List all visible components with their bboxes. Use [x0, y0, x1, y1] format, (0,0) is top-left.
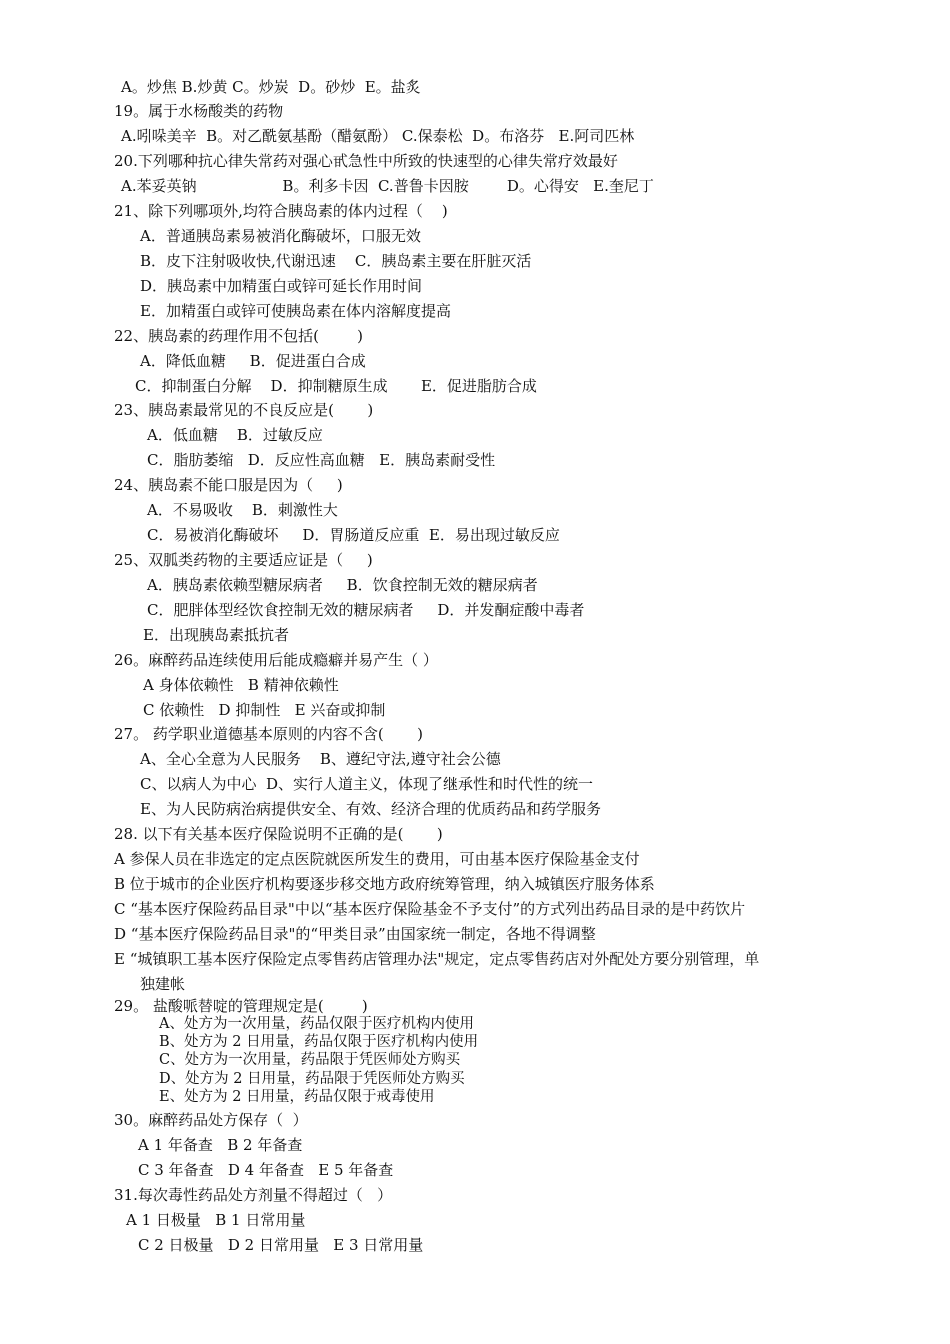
q22-options-1: A．降低血糖 B．促进蛋白合成: [140, 352, 366, 370]
q27-stem: 27。 药学职业道德基本原则的内容不含( ): [114, 725, 423, 743]
q25-stem: 25、双胍类药物的主要适应证是（ ): [114, 551, 373, 569]
q30-stem: 30。麻醉药品处方保存（ ）: [114, 1111, 308, 1129]
q28-option-e: E “城镇职工基本医疗保险定点零售药店管理办法"规定，定点零售药店对外配处方要分别管理，单: [114, 950, 760, 968]
q28-option-e-cont: 独建帐: [140, 975, 186, 993]
q26-options-2: C 依赖性 D 抑制性 E 兴奋或抑制: [143, 701, 386, 719]
q19-options: A.吲哚美辛 B。对乙酰氨基酚（醋氨酚） C.保泰松 D。布洛芬 E.阿司匹林: [121, 127, 635, 145]
q26-options-1: A 身体依赖性 B 精神依赖性: [143, 676, 339, 694]
q28-option-d: D “基本医疗保险药品目录"的“甲类目录”由国家统一制定，各地不得调整: [114, 925, 596, 943]
q20-options: A.苯妥英钠 B。利多卡因 C.普鲁卡因胺 D。心得安 E.奎尼丁: [121, 177, 654, 195]
q31-options-1: A 1 日极量 B 1 日常用量: [126, 1211, 306, 1229]
q27-option-e: E、为人民防病治病提供安全、有效、经济合理的优质药品和药学服务: [140, 800, 601, 818]
q23-options-2: C．脂肪萎缩 D．反应性高血糖 E．胰岛素耐受性: [147, 451, 496, 469]
q29-option-a: A、处方为一次用量，药品仅限于医疗机构内使用: [159, 1016, 474, 1032]
q30-options-2: C 3 年备查 D 4 年备查 E 5 年备查: [138, 1161, 394, 1179]
q19-stem: 19。属于水杨酸类的药物: [114, 102, 284, 120]
q23-stem: 23、胰岛素最常见的不良反应是( ): [114, 401, 374, 419]
q21-option-d: D．胰岛素中加精蛋白或锌可延长作用时间: [140, 277, 423, 295]
q18-options: A。炒焦 B.炒黄 C。炒炭 D。砂炒 E。盐炙: [121, 78, 421, 96]
q28-option-c: C “基本医疗保险药品目录"中以“基本医疗保险基金不予支付”的方式列出药品目录的是中药饮片: [114, 900, 746, 918]
q28-option-a: A 参保人员在非选定的定点医院就医所发生的费用，可由基本医疗保险基金支付: [114, 850, 640, 868]
q21-option-a: A．普通胰岛素易被消化酶破坏，口服无效: [140, 227, 421, 245]
q29-option-d: D、处方为 2 日用量，药品限于凭医师处方购买: [159, 1071, 465, 1087]
q31-options-2: C 2 日极量 D 2 日常用量 E 3 日常用量: [138, 1236, 424, 1254]
q25-option-e: E．出现胰岛素抵抗者: [143, 626, 289, 644]
q26-stem: 26。麻醉药品连续使用后能成瘾癖并易产生（ ）: [114, 651, 438, 669]
q25-options-1: A．胰岛素依赖型糖尿病者 B．饮食控制无效的糖尿病者: [147, 576, 538, 594]
q29-stem: 29。 盐酸哌替啶的管理规定是( ): [114, 997, 368, 1015]
q27-options-2: C、以病人为中心 D、实行人道主义，体现了继承性和时代性的统一: [140, 775, 594, 793]
q24-options-2: C．易被消化酶破坏 D．胃肠道反应重 E．易出现过敏反应: [147, 526, 560, 544]
q28-stem: 28. 以下有关基本医疗保险说明不正确的是( ): [114, 825, 443, 843]
q21-stem: 21、除下列哪项外,均符合胰岛素的体内过程（ ): [114, 202, 448, 220]
q28-option-b: B 位于城市的企业医疗机构要逐步移交地方政府统筹管理，纳入城镇医疗服务体系: [114, 875, 655, 893]
q21-option-b-c: B．皮下注射吸收快,代谢迅速 C．胰岛素主要在肝脏灭活: [140, 252, 532, 270]
q24-stem: 24、胰岛素不能口服是因为（ ): [114, 476, 343, 494]
q22-stem: 22、胰岛素的药理作用不包括( ): [114, 327, 363, 345]
q29-option-c: C、处方为一次用量，药品限于凭医师处方购买: [159, 1052, 461, 1068]
q24-options-1: A．不易吸收 B．刺激性大: [147, 501, 338, 519]
q29-option-b: B、处方为 2 日用量，药品仅限于医疗机构内使用: [159, 1034, 479, 1050]
q22-options-2: C．抑制蛋白分解 D．抑制糖原生成 E．促进脂肪合成: [135, 377, 537, 395]
q27-options-1: A、全心全意为人民服务 B、遵纪守法,遵守社会公德: [140, 750, 501, 768]
q21-option-e: E．加精蛋白或锌可使胰岛素在体内溶解度提高: [140, 302, 451, 320]
q23-options-1: A．低血糖 B．过敏反应: [147, 426, 323, 444]
q29-option-e: E、处方为 2 日用量，药品仅限于戒毒使用: [159, 1089, 435, 1105]
q30-options-1: A 1 年备查 B 2 年备查: [138, 1136, 303, 1154]
q20-stem: 20.下列哪种抗心律失常药对强心甙急性中所致的快速型的心律失常疗效最好: [114, 152, 618, 170]
q25-options-2: C．肥胖体型经饮食控制无效的糖尿病者 D．并发酮症酸中毒者: [147, 601, 585, 619]
q31-stem: 31.每次毒性药品处方剂量不得超过（ ）: [114, 1186, 393, 1204]
